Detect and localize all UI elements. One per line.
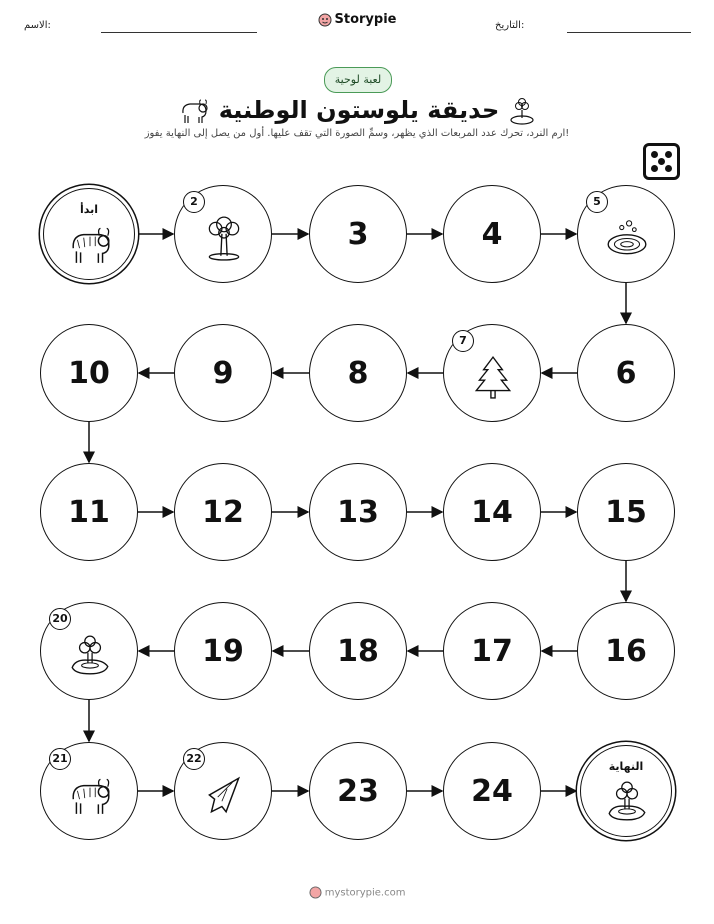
tile-number: 13 <box>337 494 379 530</box>
pine-tree-icon <box>470 354 516 400</box>
board-tile-23[interactable] <box>309 742 407 840</box>
board-tile-6[interactable] <box>577 324 675 422</box>
tile-number: 19 <box>202 633 244 669</box>
board-tile-22[interactable] <box>174 742 272 840</box>
bison-icon <box>67 772 113 818</box>
finish-label: النهاية <box>608 760 644 773</box>
tile-number: 23 <box>337 773 379 809</box>
board-tile-10[interactable] <box>40 324 138 422</box>
tile-number: 16 <box>605 633 647 669</box>
tile-number-badge: 21 <box>49 748 71 770</box>
tile-number: 14 <box>471 494 513 530</box>
board-tile-11[interactable] <box>40 463 138 561</box>
tile-number: 11 <box>68 494 110 530</box>
geyser-icon <box>201 215 247 261</box>
tile-number: 18 <box>337 633 379 669</box>
board-tile-21[interactable] <box>40 742 138 840</box>
board-tile-19[interactable] <box>174 602 272 700</box>
title-text: حديقة يلوستون الوطنية <box>218 96 500 124</box>
tile-number-badge: 20 <box>49 608 71 630</box>
bison-icon <box>67 221 113 267</box>
board-tile-14[interactable] <box>443 463 541 561</box>
tile-number: 3 <box>347 216 369 252</box>
tile-number: 12 <box>202 494 244 530</box>
tile-number-badge: 5 <box>586 191 608 213</box>
board-tile-5[interactable] <box>577 185 675 283</box>
board-tile-3[interactable] <box>309 185 407 283</box>
tile-number: 15 <box>605 494 647 530</box>
arrowhead-icon <box>201 772 247 818</box>
tile-number: 17 <box>471 633 513 669</box>
footer-url: mystorypie.com <box>324 887 406 899</box>
game-type-badge: لعبة لوحية <box>324 67 392 93</box>
tile-number: 24 <box>471 773 513 809</box>
board-tile-16[interactable] <box>577 602 675 700</box>
board-tile-2[interactable] <box>174 185 272 283</box>
board-tile-24[interactable] <box>443 742 541 840</box>
board-tile-20[interactable] <box>40 602 138 700</box>
tile-number: 4 <box>481 216 503 252</box>
instructions: ارم النرد، تحرك عدد المربعات الذي يظهر، وسمِّ الصورة التي تقف عليها. أول من يصل إلى النهاية يفوز! <box>144 128 570 139</box>
date-label: التاريخ: <box>495 20 525 31</box>
brand-name: Storypie <box>334 12 397 27</box>
storypie-logo-icon <box>309 886 322 899</box>
tile-number-badge: 7 <box>452 330 474 352</box>
footer <box>0 886 714 899</box>
board-tile-13[interactable] <box>309 463 407 561</box>
tile-number: 8 <box>347 355 369 391</box>
start-tile[interactable] <box>43 188 135 280</box>
board-tile-15[interactable] <box>577 463 675 561</box>
board-tile-7[interactable] <box>443 324 541 422</box>
board-tile-8[interactable] <box>309 324 407 422</box>
start-label: ابدأ <box>79 203 99 216</box>
board-tile-9[interactable] <box>174 324 272 422</box>
mud-pot-icon <box>67 632 113 678</box>
tile-number-badge: 2 <box>183 191 205 213</box>
tile-number-badge: 22 <box>183 748 205 770</box>
name-label: الاسم: <box>24 20 51 31</box>
board-tile-12[interactable] <box>174 463 272 561</box>
mud-pot-icon <box>604 778 650 824</box>
tile-number: 6 <box>615 355 637 391</box>
board-tile-17[interactable] <box>443 602 541 700</box>
tile-number: 10 <box>68 355 110 391</box>
tile-number: 9 <box>212 355 234 391</box>
finish-tile[interactable] <box>580 745 672 837</box>
hot-spring-icon <box>604 215 650 261</box>
board-tile-4[interactable] <box>443 185 541 283</box>
board-tile-18[interactable] <box>309 602 407 700</box>
